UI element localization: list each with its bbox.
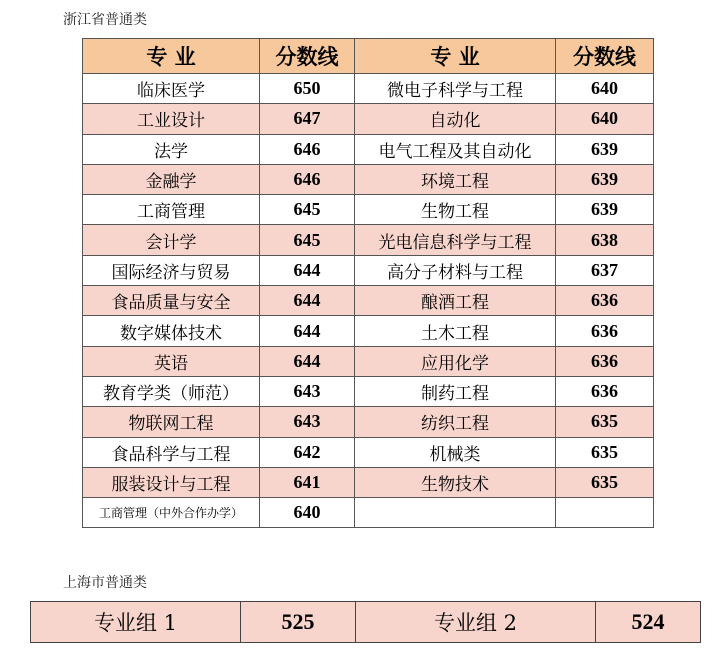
major-cell: 高分子材料与工程 <box>355 255 556 285</box>
major-cell: 数字媒体技术 <box>83 316 260 346</box>
major-cell: 微电子科学与工程 <box>355 74 556 104</box>
score-cell: 636 <box>556 346 654 376</box>
score-cell: 644 <box>260 346 355 376</box>
major-cell: 机械类 <box>355 437 556 467</box>
major-cell: 工商管理（中外合作办学） <box>83 498 260 528</box>
score-header: 分数线 <box>556 39 654 74</box>
major-cell: 酿酒工程 <box>355 286 556 316</box>
score-cell: 646 <box>260 134 355 164</box>
zhejiang-score-table <box>82 38 654 528</box>
score-cell: 635 <box>556 407 654 437</box>
table-row <box>83 346 654 376</box>
major-cell: 土木工程 <box>355 316 556 346</box>
score-cell: 524 <box>596 602 701 643</box>
score-cell: 650 <box>260 74 355 104</box>
major-header: 专 业 <box>83 39 260 74</box>
table-row <box>83 437 654 467</box>
table-row <box>83 467 654 497</box>
score-cell: 643 <box>260 376 355 406</box>
table-row <box>83 164 654 194</box>
major-cell: 金融学 <box>83 164 260 194</box>
score-cell: 635 <box>556 467 654 497</box>
major-cell: 生物技术 <box>355 467 556 497</box>
major-cell: 制药工程 <box>355 376 556 406</box>
score-cell: 647 <box>260 104 355 134</box>
score-cell: 644 <box>260 255 355 285</box>
shanghai-score-table <box>30 601 701 643</box>
score-cell: 639 <box>556 195 654 225</box>
table-row <box>83 74 654 104</box>
score-cell: 645 <box>260 225 355 255</box>
shanghai-section-title: 上海市普通类 <box>63 575 147 591</box>
score-cell: 636 <box>556 286 654 316</box>
major-cell: 会计学 <box>83 225 260 255</box>
major-header: 专 业 <box>355 39 556 74</box>
score-cell: 639 <box>556 164 654 194</box>
major-cell <box>355 498 556 528</box>
major-cell: 临床医学 <box>83 74 260 104</box>
major-cell: 食品质量与安全 <box>83 286 260 316</box>
score-cell: 640 <box>556 74 654 104</box>
major-cell: 工商管理 <box>83 195 260 225</box>
zhejiang-section-title: 浙江省普通类 <box>63 12 147 28</box>
major-cell: 教育学类（师范） <box>83 376 260 406</box>
major-cell: 环境工程 <box>355 164 556 194</box>
score-cell: 636 <box>556 376 654 406</box>
major-cell: 应用化学 <box>355 346 556 376</box>
major-cell: 食品科学与工程 <box>83 437 260 467</box>
score-cell: 636 <box>556 316 654 346</box>
major-cell: 光电信息科学与工程 <box>355 225 556 255</box>
table-row <box>83 104 654 134</box>
score-cell: 637 <box>556 255 654 285</box>
table-row <box>31 602 701 643</box>
score-cell <box>556 498 654 528</box>
score-cell: 640 <box>556 104 654 134</box>
major-group-cell: 专业组 2 <box>356 602 596 643</box>
score-cell: 641 <box>260 467 355 497</box>
table-row <box>83 376 654 406</box>
score-cell: 525 <box>241 602 356 643</box>
table-header-row <box>83 39 654 74</box>
score-cell: 643 <box>260 407 355 437</box>
major-cell: 电气工程及其自动化 <box>355 134 556 164</box>
score-cell: 635 <box>556 437 654 467</box>
major-cell: 服装设计与工程 <box>83 467 260 497</box>
table-row <box>83 225 654 255</box>
score-header: 分数线 <box>260 39 355 74</box>
major-cell: 国际经济与贸易 <box>83 255 260 285</box>
score-cell: 638 <box>556 225 654 255</box>
score-cell: 639 <box>556 134 654 164</box>
table-row <box>83 316 654 346</box>
table-row <box>83 195 654 225</box>
major-cell: 英语 <box>83 346 260 376</box>
major-cell: 生物工程 <box>355 195 556 225</box>
major-cell: 纺织工程 <box>355 407 556 437</box>
table-row <box>83 286 654 316</box>
major-cell: 物联网工程 <box>83 407 260 437</box>
major-group-cell: 专业组 1 <box>31 602 241 643</box>
score-cell: 644 <box>260 286 355 316</box>
table-row <box>83 134 654 164</box>
score-cell: 645 <box>260 195 355 225</box>
table-row <box>83 407 654 437</box>
table-row <box>83 498 654 528</box>
score-cell: 646 <box>260 164 355 194</box>
score-cell: 644 <box>260 316 355 346</box>
score-cell: 640 <box>260 498 355 528</box>
table-row <box>83 255 654 285</box>
major-cell: 工业设计 <box>83 104 260 134</box>
major-cell: 法学 <box>83 134 260 164</box>
major-cell: 自动化 <box>355 104 556 134</box>
score-cell: 642 <box>260 437 355 467</box>
